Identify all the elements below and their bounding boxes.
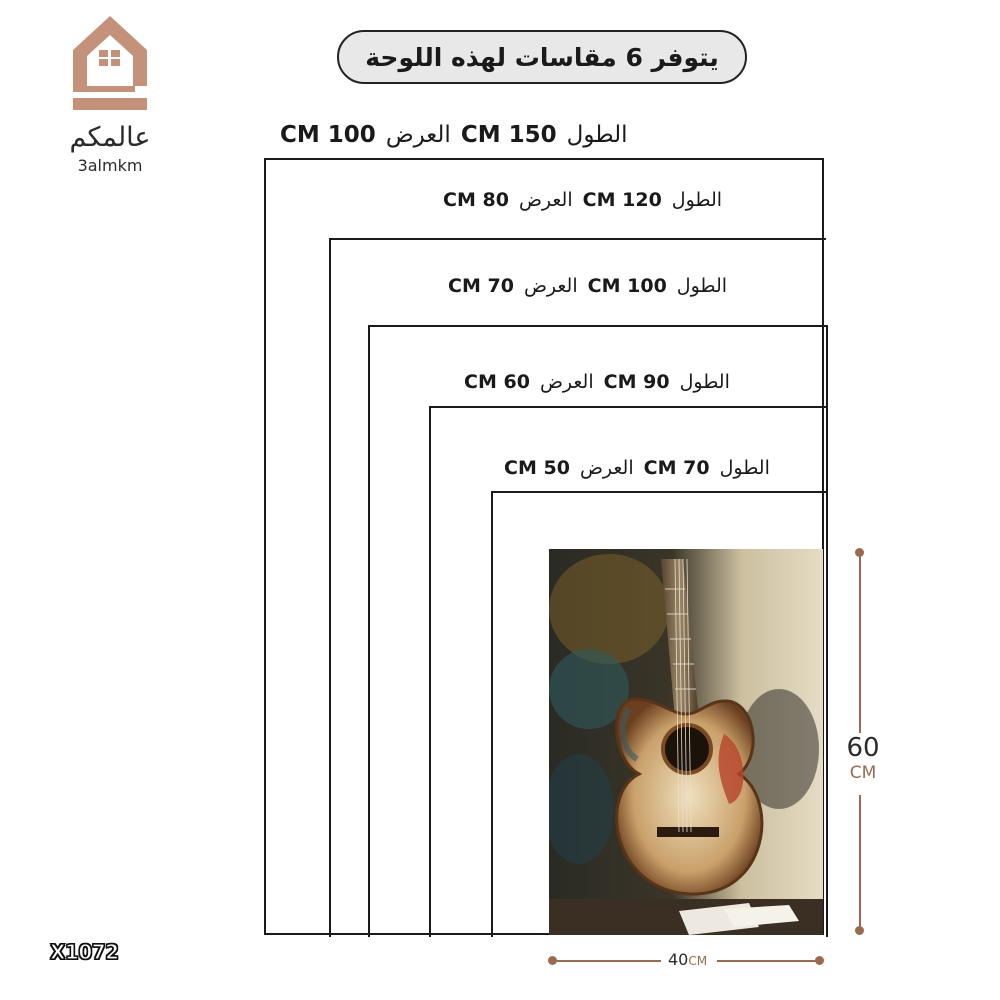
size-label-3: الطول 100 CM العرض 70 CM	[448, 275, 728, 297]
guitar-painting	[549, 549, 823, 935]
height-dimension-label	[838, 733, 888, 795]
size-label-5: الطول 70 CM العرض 50 CM	[504, 457, 770, 479]
width-dimension-label	[668, 950, 707, 969]
dimension-endpoint	[855, 926, 864, 935]
height-value: 60	[846, 733, 880, 763]
size-label-4: الطول 90 CM العرض 60 CM	[464, 371, 730, 393]
house-icon	[69, 12, 151, 112]
width-dimension-line	[717, 960, 818, 962]
height-unit: CM	[849, 763, 877, 783]
brand-logo	[55, 12, 165, 175]
size-label-2: الطول 120 CM العرض 80 CM	[443, 189, 723, 211]
width-dimension-line	[553, 960, 661, 962]
product-code: X1072	[50, 940, 119, 964]
brand-name-latin: 3almkm	[77, 156, 143, 175]
width-value: 40	[668, 950, 689, 969]
brand-name-arabic: عالمكم	[69, 122, 151, 153]
width-unit: CM	[688, 954, 708, 968]
dimension-endpoint	[815, 956, 824, 965]
size-label-1: الطول 150 CM العرض 100 CM	[280, 122, 628, 148]
sizes-available-banner: يتوفر 6 مقاسات لهذه اللوحة	[337, 30, 747, 84]
